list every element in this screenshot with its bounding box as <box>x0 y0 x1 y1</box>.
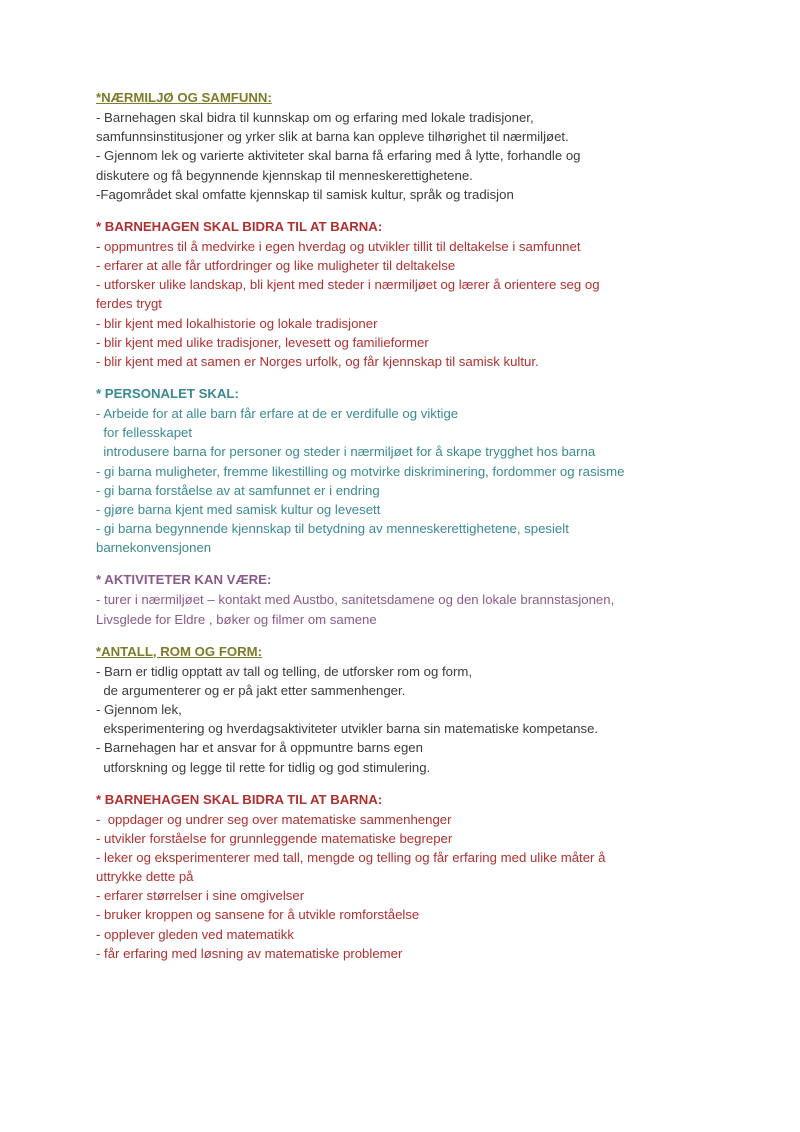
section-line: - Gjennom lek og varierte aktiviteter skal barna få erfaring med å lytte, forhandle og <box>96 148 581 164</box>
section-line: uttrykke dette på <box>96 869 194 885</box>
text-block <box>96 790 708 963</box>
section-heading: *ANTALL, ROM OG FORM: <box>96 643 263 659</box>
section-line: - oppmuntres til å medvirke i egen hverdag og utvikler tillit til deltakelse i samfunnet <box>96 238 581 254</box>
section-line: barnekonvensjonen <box>96 540 212 556</box>
text-block <box>96 88 708 204</box>
text-block <box>96 384 708 557</box>
section-line: introdusere barna for personer og steder i nærmiljøet for å skape trygghet hos barna <box>96 444 596 460</box>
section-heading: * BARNEHAGEN SKAL BIDRA TIL AT BARNA: <box>96 791 383 807</box>
section-line: - gi barna forståelse av at samfunnet er i endring <box>96 482 380 498</box>
section-line: Livsglede for Eldre , bøker og filmer om samene <box>96 611 377 627</box>
text-block <box>96 642 708 777</box>
section-heading: *NÆRMILJØ OG SAMFUNN: <box>96 90 272 105</box>
section-line: -Fagområdet skal omfatte kjennskap til samisk kultur, språk og tradisjon <box>96 186 514 202</box>
section-line: diskutere og få begynnende kjennskap til menneskerettighetene. <box>96 167 473 183</box>
document-body <box>96 88 708 963</box>
section-heading: * PERSONALET SKAL: <box>96 385 239 401</box>
section-line: - erfarer at alle får utfordringer og like muligheter til deltakelse <box>96 258 456 274</box>
section-line: - turer i nærmiljøet – kontakt med Austbo, sanitetsdamene og den lokale brannstasjonen, <box>96 592 615 608</box>
section-line: - blir kjent med at samen er Norges urfolk, og får kjennskap til samisk kultur. <box>96 353 539 369</box>
section-line: eksperimentering og hverdagsaktiviteter utvikler barna sin matematiske kompetanse. <box>96 721 599 737</box>
section-line: - utforsker ulike landskap, bli kjent med steder i nærmiljøet og lærer å orientere seg og <box>96 277 600 293</box>
section-line: - utvikler forståelse for grunnleggende matematiske begreper <box>96 830 453 846</box>
section-line: ferdes trygt <box>96 296 162 312</box>
section-line: - leker og eksperimenterer med tall, mengde og telling og får erfaring med ulike måter å <box>96 850 606 866</box>
section-line: - gi barna begynnende kjennskap til betydning av menneskerettighetene, spesielt <box>96 520 569 536</box>
section-line: for fellesskapet <box>96 425 193 441</box>
section-line: - får erfaring med løsning av matematiske problemer <box>96 945 403 961</box>
section-line: - blir kjent med ulike tradisjoner, levesett og familieformer <box>96 334 429 350</box>
section-line: - opplever gleden ved matematikk <box>96 926 294 942</box>
section-line: - gi barna muligheter, fremme likestilling og motvirke diskriminering, fordommer og rasisme <box>96 463 625 479</box>
section-line: samfunnsinstitusjoner og yrker slik at barna kan oppleve tilhørighet til nærmiljøet. <box>96 129 569 145</box>
text-block <box>96 217 708 371</box>
section-line: utforskning og legge til rette for tidlig og god stimulering. <box>96 759 431 775</box>
section-line: - bruker kroppen og sansene for å utvikle romforståelse <box>96 907 420 923</box>
section-line: - Gjennom lek, <box>96 702 182 718</box>
text-block <box>96 570 708 628</box>
section-heading: * AKTIVITETER KAN VÆRE: <box>96 572 272 588</box>
section-line: - Barn er tidlig opptatt av tall og telling, de utforsker rom og form, <box>96 663 473 679</box>
section-line: - Barnehagen har et ansvar for å oppmuntre barns egen <box>96 740 423 756</box>
section-heading: * BARNEHAGEN SKAL BIDRA TIL AT BARNA: <box>96 218 383 234</box>
section-line: - blir kjent med lokalhistorie og lokale tradisjoner <box>96 315 378 331</box>
section-line: - oppdager og undrer seg over matematiske sammenhenger <box>96 811 452 827</box>
section-line: - Arbeide for at alle barn får erfare at de er verdifulle og viktige <box>96 406 459 422</box>
section-line: - erfarer størrelser i sine omgivelser <box>96 888 305 904</box>
section-line: - gjøre barna kjent med samisk kultur og levesett <box>96 501 381 517</box>
section-line: de argumenterer og er på jakt etter sammenhenger. <box>96 682 406 698</box>
section-line: - Barnehagen skal bidra til kunnskap om og erfaring med lokale tradisjoner, <box>96 110 534 126</box>
